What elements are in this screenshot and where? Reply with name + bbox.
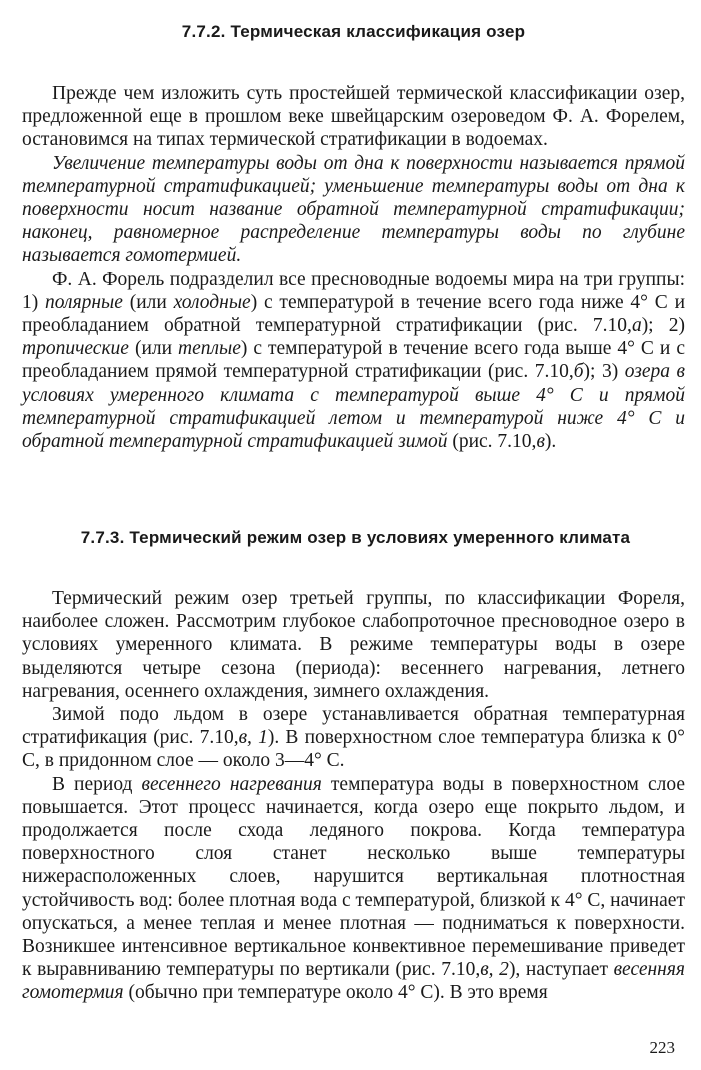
text: ). В поверхностном слое температура близка к 0° С, в придонном слое — около 3—4° С.: [22, 727, 685, 772]
paragraph-thermal-regime: Термический режим озер третьей группы, по классификации Фореля, наиболее сложен. Рассмотрим глубокое слабопроточное пресноводное озеро в условиях умеренного климата. В режиме температуры воды в озере выделяются четыре сезона (периода): весеннего нагревания, летнего нагревания, осеннего охлаждения, зимнего охлаждения.: [22, 588, 685, 702]
text: В период: [52, 773, 142, 795]
section-7-7-2-body: [22, 82, 685, 453]
paragraph-intro: Прежде чем изложить суть простейшей термической классификации озер, предложенной еще в прошлом веке швейцарским озероведом Ф. А. Форелем, остановимся на типах термической стратификации в водоемах.: [22, 83, 685, 151]
text: (или: [128, 338, 179, 360]
figure-ref-a: а: [631, 315, 642, 337]
text: (обычно при температуре около 4° С). В это время: [123, 982, 548, 1004]
text: ); 2): [641, 315, 685, 337]
book-page: [22, 0, 685, 1070]
text: ), наступает: [508, 959, 614, 981]
text: ).: [544, 431, 557, 453]
term-cold: холодные: [173, 291, 251, 313]
term-temperate-lakes: озера в условиях умеренного климата с температурой выше 4° С и прямой температурной стратификацией летом и температурой ниже 4° С и обратной температурной стратификацией зимой: [22, 361, 685, 453]
term-polar: полярные: [45, 291, 123, 313]
figure-ref-v1: в, 1: [238, 727, 268, 749]
section-heading-7-7-2: 7.7.2. Термическая классификация озер: [181, 22, 526, 41]
term-spring-homothermy: весенняя гомотермия: [22, 959, 685, 1004]
page-number: 223: [649, 1038, 675, 1057]
text: ) с температурой в течение всего года выше 4° С и с преобладанием прямой температурной стратификации (рис. 7.10,: [22, 338, 685, 383]
figure-ref-b: б: [573, 361, 584, 383]
section-7-7-3-body: [22, 587, 685, 1005]
section-heading-7-7-3: 7.7.3. Термический режим озер в условиях умеренного климата: [80, 528, 631, 547]
paragraph-definitions: Увеличение температуры воды от дна к поверхности называется прямой температурной стратификацией; уменьшение температуры воды от дна к поверхности носит название обратной температурной стратификации; наконец, равномерное распределение температуры воды по глубине называется гомотермией.: [22, 152, 685, 267]
text: (или: [122, 291, 174, 313]
text: температура воды в поверхностном слое повышается. Этот процесс начинается, когда озеро еще покрыто льдом, и продолжается после схода ледяного покрова. Когда температура поверхностного слоя станет несколько выше температуры нижерасположенных слоев, нарушится вертикальная плотностная устойчивость вод: более плотная вода с температурой, близкой к 4° С, начинает опускаться, а менее теплая и менее плотная — подниматься к поверхности. Возникшее интенсивное вертикальное конвективное перемешивание приведет к выравниванию температуры по вертикали (рис. 7.10,: [22, 773, 685, 981]
paragraph-spring-heating: [22, 773, 685, 1005]
term-warm: теплые: [178, 338, 241, 360]
paragraph-forel-groups: [22, 268, 685, 454]
text: Зимой подо льдом в озере устанавливается обратная температурная стратификация (рис. 7.10,: [22, 704, 685, 749]
text: (рис. 7.10,: [447, 431, 537, 453]
paragraph-winter: [22, 703, 685, 773]
text: Ф. А. Форель подразделил все пресноводные водоемы мира на три группы: 1): [22, 268, 685, 313]
figure-ref-v2: в, 2: [480, 959, 509, 981]
figure-ref-v: в: [536, 431, 545, 453]
term-spring-heating: весеннего нагревания: [141, 773, 322, 795]
text: ); 3): [583, 361, 625, 383]
term-tropical: тропические: [22, 338, 129, 360]
text: ) с температурой в течение всего года ниже 4° С и преобладанием обратной температурной стратификации (рис. 7.10,: [22, 291, 686, 337]
